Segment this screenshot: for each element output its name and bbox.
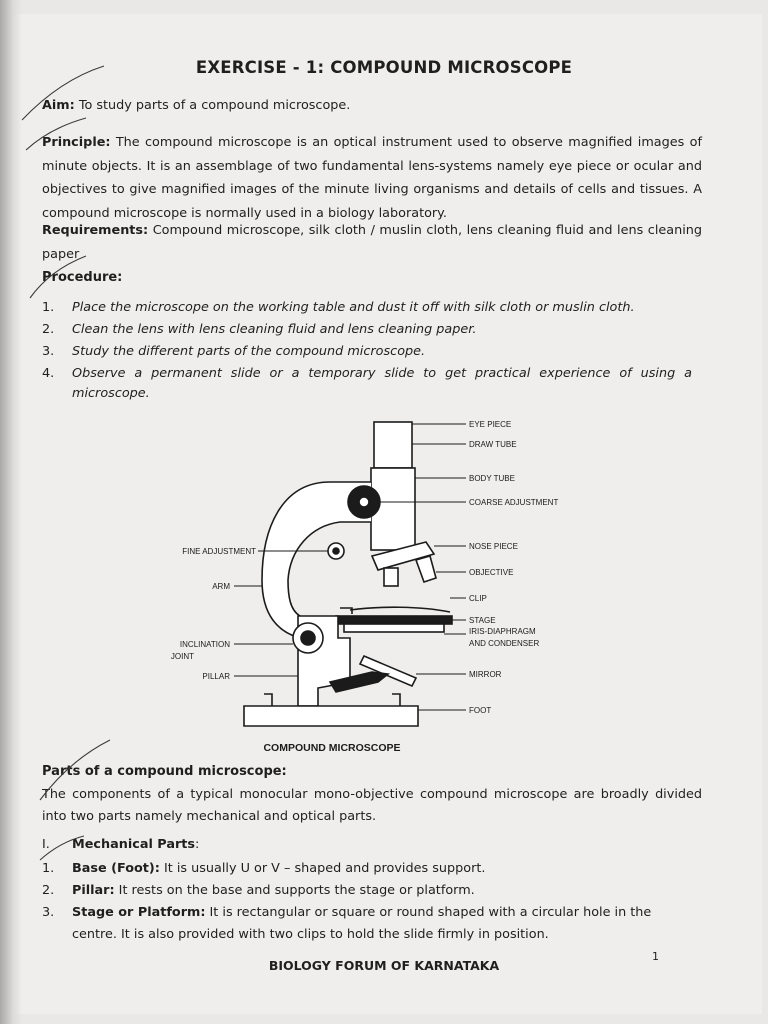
label-pillar: PILLAR xyxy=(202,672,230,681)
label-mirror: MIRROR xyxy=(469,670,502,679)
label-inclination: INCLINATION xyxy=(179,640,230,649)
parts-intro: The components of a typical monocular mono-objective compound microscope are broadly divided into two parts namely mechanical and optical parts. xyxy=(42,787,702,824)
step-number: 1. xyxy=(42,300,55,315)
label-objective: OBJECTIVE xyxy=(469,568,514,577)
item-text: It rests on the base and supports the stage or platform. xyxy=(114,883,475,898)
item-text: It is rectangular or square or round shaped with a circular hole in the centre. It is also provided with two clips to hold the slide firmly in position. xyxy=(72,905,652,942)
diagram-caption: COMPOUND MICROSCOPE xyxy=(263,742,401,754)
label-nose-piece: NOSE PIECE xyxy=(469,542,518,551)
step-number: 4. xyxy=(42,366,55,381)
footer: BIOLOGY FORUM OF KARNATAKA xyxy=(268,958,500,973)
item-label: Stage or Platform: xyxy=(72,905,206,920)
label-joint: JOINT xyxy=(170,652,194,661)
label-body-tube: BODY TUBE xyxy=(469,474,515,483)
section-number: I. xyxy=(42,837,50,852)
label-fine-adjustment: FINE ADJUSTMENT xyxy=(182,547,256,556)
principle-text: The compound microscope is an optical instrument used to observe magnified images of minute objects. It is an assemblage of two fundamental lens-systems namely eye piece or ocular and objectives to give magnified images of the minute living organisms and details of cells and tissues. A compound microscope is normally used in a biology laboratory. xyxy=(42,135,702,221)
pen-tick-mark xyxy=(26,118,86,150)
item-number: 1. xyxy=(42,861,55,876)
item-label: Base (Foot): xyxy=(72,861,160,876)
step-text: Clean the lens with lens cleaning fluid and lens cleaning paper. xyxy=(72,322,477,337)
label-foot: FOOT xyxy=(469,706,492,715)
mechanical-heading: Mechanical Parts xyxy=(72,837,196,852)
requirements-text: Compound microscope, silk cloth / muslin cloth, lens cleaning fluid and lens cleaning paper xyxy=(42,223,702,262)
pen-tick-mark xyxy=(30,256,86,298)
step-number: 2. xyxy=(42,322,55,337)
pen-tick-mark xyxy=(40,740,110,800)
page-title: EXERCISE - 1: COMPOUND MICROSCOPE xyxy=(195,58,573,77)
label-arm: ARM xyxy=(212,582,230,591)
label-coarse-adjustment: COARSE ADJUSTMENT xyxy=(469,498,559,507)
procedure-heading: Procedure: xyxy=(42,270,123,285)
label-draw-tube: DRAW TUBE xyxy=(469,440,517,449)
principle-label: Principle: xyxy=(42,135,111,150)
step-number: 3. xyxy=(42,344,55,359)
step-text: Study the different parts of the compound microscope. xyxy=(72,344,426,359)
parts-heading: Parts of a compound microscope: xyxy=(42,764,287,779)
label-condenser: AND CONDENSER xyxy=(469,639,540,648)
step-text: Observe a permanent slide or a temporary slide to get practical experience of using a microscope. xyxy=(72,366,692,401)
label-iris-diaphragm: IRIS-DIAPHRAGM xyxy=(469,627,536,636)
page-number: 1 xyxy=(652,950,659,963)
mechanical-colon: : xyxy=(195,837,200,852)
label-eye-piece: EYE PIECE xyxy=(469,420,512,429)
label-stage: STAGE xyxy=(469,616,496,625)
item-number: 3. xyxy=(42,905,55,920)
aim-text: To study parts of a compound microscope. xyxy=(74,98,351,113)
item-text: It is usually U or V – shaped and provides support. xyxy=(159,861,486,876)
item-label: Pillar: xyxy=(72,883,115,898)
pen-tick-mark xyxy=(22,66,104,120)
item-number: 2. xyxy=(42,883,55,898)
requirements-label: Requirements: xyxy=(42,223,149,238)
aim-label: Aim: xyxy=(42,98,75,113)
pen-tick-mark xyxy=(40,836,84,860)
step-text: Place the microscope on the working table and dust it off with silk cloth or muslin cloth. xyxy=(72,300,635,315)
label-clip: CLIP xyxy=(469,594,487,603)
